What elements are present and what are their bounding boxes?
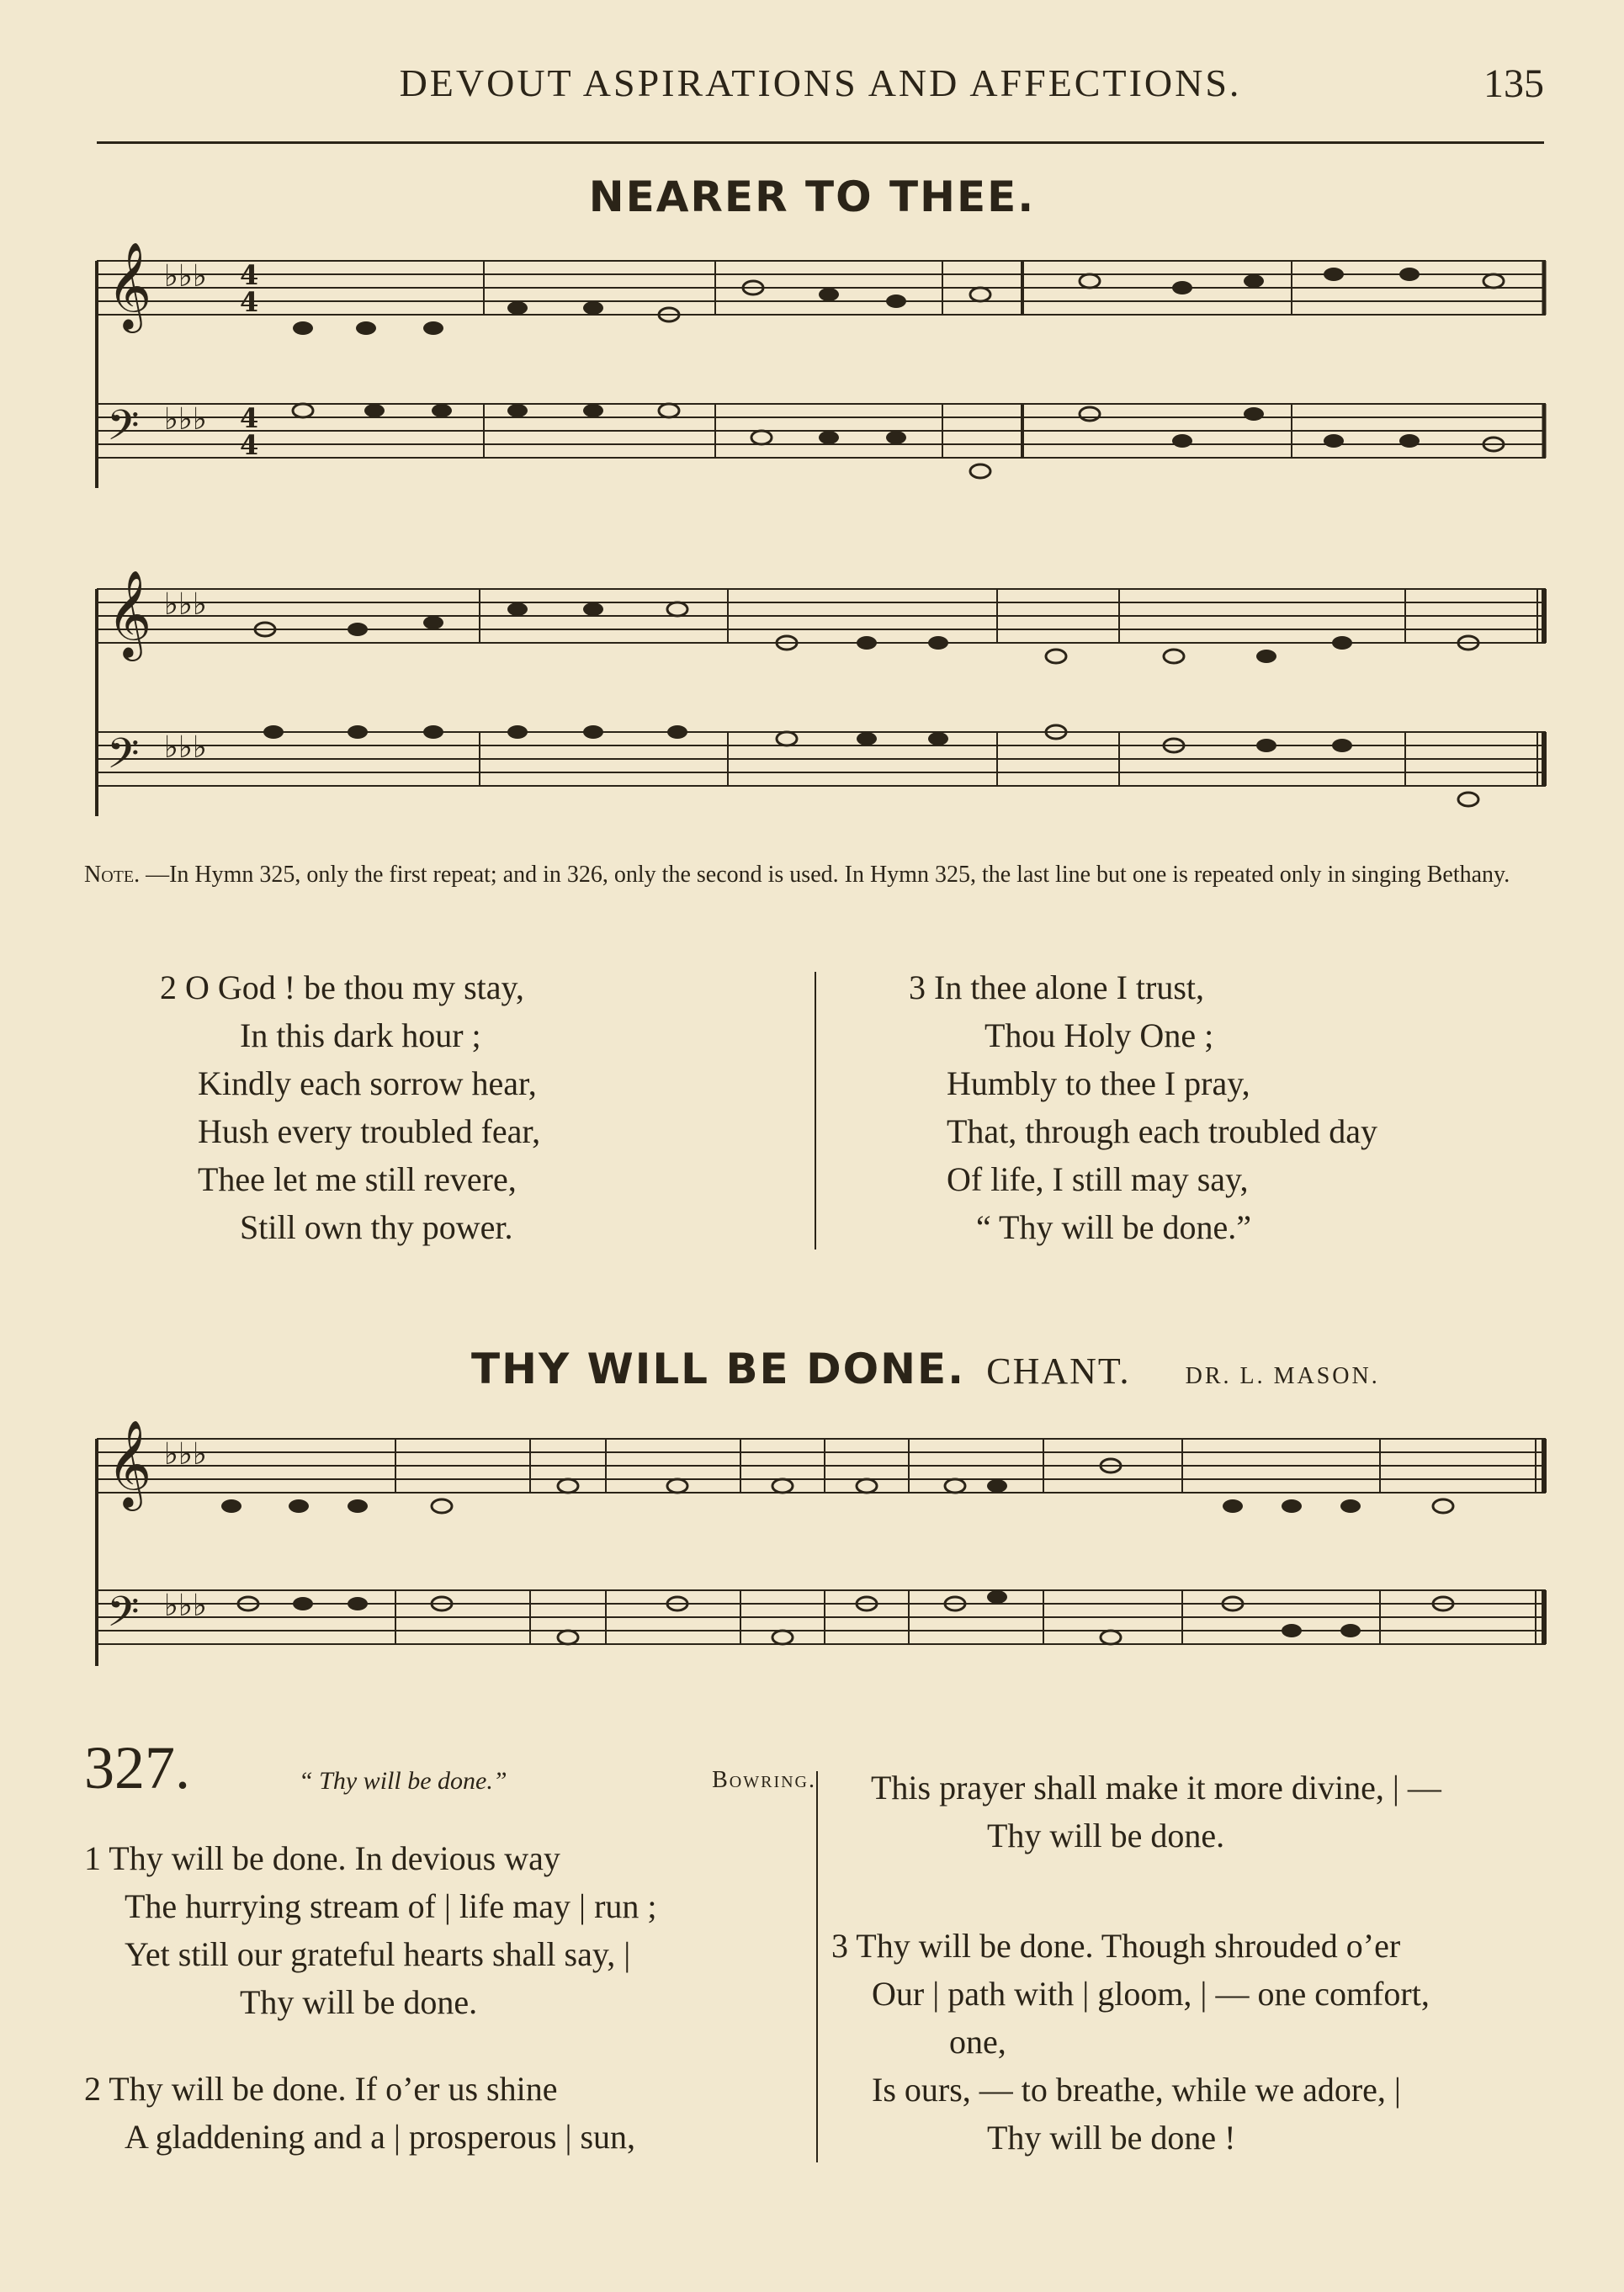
verse-line: Thy will be done. <box>987 1817 1225 1854</box>
column-divider <box>815 972 816 1249</box>
text-reference: “ Thy will be done.” <box>299 1767 507 1795</box>
verse-line: Of life, I still may say, <box>947 1160 1249 1198</box>
composer: DR. L. MASON. <box>1185 1363 1380 1389</box>
treble-clef-icon: 𝄞 <box>107 241 152 330</box>
verse-line: Thou Holy One ; <box>984 1016 1214 1054</box>
verse-line: 2 O God ! be thou my stay, <box>160 968 524 1006</box>
hymn-327-verse-2-cont <box>871 1764 1561 1860</box>
verse-line: The hurrying stream of | life may | run ; <box>125 1887 657 1925</box>
running-header <box>97 61 1544 119</box>
verse-line: Yet still our grateful hearts shall say, | <box>125 1935 631 1973</box>
note-body: —In Hymn 325, only the first repeat; and in 326, only the second is used. In Hymn 325, the last line but one is repeated only in singing Bethany. <box>140 862 1510 888</box>
verse-line: Humbly to thee I pray, <box>947 1064 1250 1102</box>
verse-line: Hush every troubled fear, <box>198 1112 541 1150</box>
verse-line: 3 Thy will be done. Though shrouded o’er <box>831 1927 1401 1965</box>
svg-text:4: 4 <box>240 429 259 461</box>
verse-line: 2 Thy will be done. If o’er us shine <box>84 2070 558 2108</box>
note-label: Note. <box>84 862 141 888</box>
svg-text:4: 4 <box>240 259 259 291</box>
hymn-title-line-2 <box>471 1345 1565 1393</box>
music-system-2 <box>88 555 1552 825</box>
hymn-title-thy-will-be-done: THY WILL BE DONE. <box>471 1345 966 1393</box>
page-number: 135 <box>1483 61 1544 106</box>
chant-label: CHANT. <box>986 1350 1131 1392</box>
verse-2 <box>160 963 799 1251</box>
svg-text:♭♭♭: ♭♭♭ <box>164 402 207 437</box>
svg-text:𝄞: 𝄞 <box>107 1419 152 1508</box>
verse-line: In this dark hour ; <box>240 1016 481 1054</box>
svg-text:♭♭♭: ♭♭♭ <box>164 730 207 765</box>
svg-text:♭♭♭: ♭♭♭ <box>164 1437 207 1472</box>
column-divider-2 <box>816 1771 818 2162</box>
svg-text:𝄢: 𝄢 <box>107 1588 140 1647</box>
verse-line: This prayer shall make it more divine, | — <box>871 1769 1441 1807</box>
hymn-note <box>84 857 1557 893</box>
svg-text:𝄞: 𝄞 <box>107 570 152 658</box>
verse-line: “ Thy will be done.” <box>976 1208 1251 1246</box>
verse-line: Our | path with | gloom, | — one comfort, <box>872 1975 1430 2013</box>
verse-line: Thy will be done. <box>240 1983 478 2021</box>
verse-line: Kindly each sorrow hear, <box>198 1064 537 1102</box>
verse-line: one, <box>949 2023 1006 2061</box>
hymn-title-nearer-to-thee: NEARER TO THEE. <box>588 172 1036 221</box>
hymn-number: 327. <box>84 1734 190 1801</box>
header-rule <box>97 141 1544 144</box>
verse-3 <box>909 963 1548 1251</box>
verse-line: A gladdening and a | prosperous | sun, <box>125 2118 636 2156</box>
svg-text:♭♭♭: ♭♭♭ <box>164 587 207 622</box>
music-system-1 <box>88 227 1552 496</box>
running-title: DEVOUT ASPIRATIONS AND AFFECTIONS. <box>399 61 1242 104</box>
verse-line: That, through each troubled day <box>947 1112 1378 1150</box>
verse-line: Thee let me still revere, <box>198 1160 517 1198</box>
bass-clef-icon: 𝄢 <box>107 401 140 460</box>
hymn-327-header <box>84 1733 816 1809</box>
svg-text:𝄢: 𝄢 <box>107 730 140 788</box>
hymn-327-verse-1 <box>84 1834 816 2026</box>
verse-line: 1 Thy will be done. In devious way <box>84 1839 560 1877</box>
author: Bowring. <box>712 1767 816 1793</box>
svg-text:4: 4 <box>240 402 259 434</box>
verse-line: Still own thy power. <box>240 1208 513 1246</box>
svg-text:4: 4 <box>240 286 259 318</box>
svg-text:♭♭♭: ♭♭♭ <box>164 259 207 294</box>
verse-line: Thy will be done ! <box>987 2119 1236 2157</box>
music-system-3 <box>88 1414 1552 1716</box>
hymn-327-verse-3 <box>831 1922 1555 2162</box>
svg-text:♭♭♭: ♭♭♭ <box>164 1589 207 1623</box>
verse-line: Is ours, — to breathe, while we adore, | <box>872 2071 1401 2109</box>
hymn-327-verse-2 <box>84 2065 816 2161</box>
verse-line: 3 In thee alone I trust, <box>909 968 1204 1006</box>
